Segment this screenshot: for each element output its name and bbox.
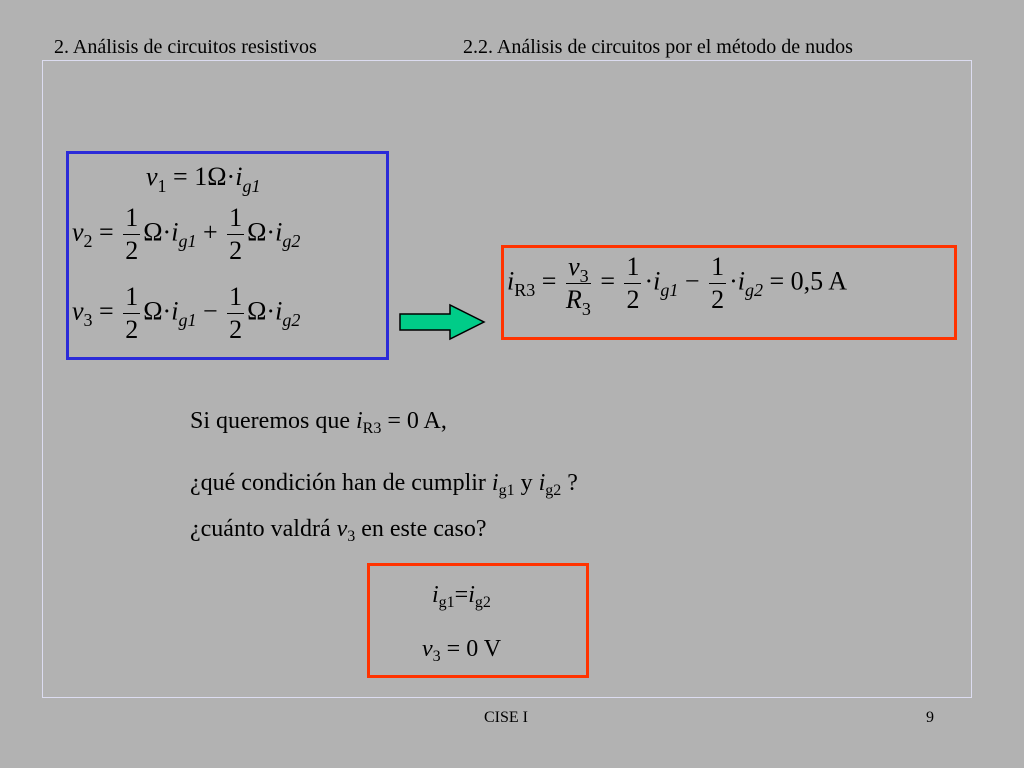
answer-condition: $i_{g1}=i_{g2}$ bbox=[432, 582, 491, 611]
answer-v3: $v_3 = 0$ V bbox=[422, 636, 502, 665]
fraction: $\frac{1}{2}$ bbox=[229, 203, 243, 265]
footer-course: CISE I bbox=[484, 709, 528, 726]
question-line-3: ¿cuánto valdrá $v_3$ en este caso? bbox=[190, 516, 487, 545]
equation-v1: $v_1 = 1\Omega\cdot i_{g1}$ bbox=[146, 162, 261, 196]
question-line-2: ¿qué condición han de cumplir $i_{g1}$ y $i_{g2}$ ? bbox=[190, 470, 578, 499]
footer-page-number: 9 bbox=[926, 709, 934, 726]
equation-ir3: $i_{R3}$ = $\frac{v_3}{R_3}$ = $\frac{1}{2}$ $\cdot i_{g1}$ − $\frac{1}{2}$ $\cdot i_{g2} = 0,5$ A bbox=[507, 252, 847, 319]
fraction: $\frac{1}{2}$ bbox=[711, 252, 725, 314]
fraction: $\frac{1}{2}$ bbox=[626, 252, 640, 314]
fraction: $\frac{1}{2}$ bbox=[229, 282, 243, 344]
question-line-1: Si queremos que $i_{R3} = 0$ A, bbox=[190, 408, 447, 437]
fraction: $\frac{1}{2}$ bbox=[125, 203, 139, 265]
header-subsection-title: 2.2. Análisis de circuitos por el método de nudos bbox=[463, 36, 853, 58]
equation-v3: $v_3$ = $\frac{1}{2}$ $\Omega\cdot i_{g1}$ − $\frac{1}{2}$ $\Omega\cdot i_{g2}$ bbox=[72, 282, 301, 344]
fraction: $\frac{v_3}{R_3}$ bbox=[565, 252, 591, 319]
fraction: $\frac{1}{2}$ bbox=[125, 282, 139, 344]
equation-v2: $v_2$ = $\frac{1}{2}$ $\Omega\cdot i_{g1}$ + $\frac{1}{2}$ $\Omega\cdot i_{g2}$ bbox=[72, 203, 301, 265]
right-arrow-icon bbox=[398, 302, 488, 342]
header-section-title: 2. Análisis de circuitos resistivos bbox=[54, 36, 317, 58]
